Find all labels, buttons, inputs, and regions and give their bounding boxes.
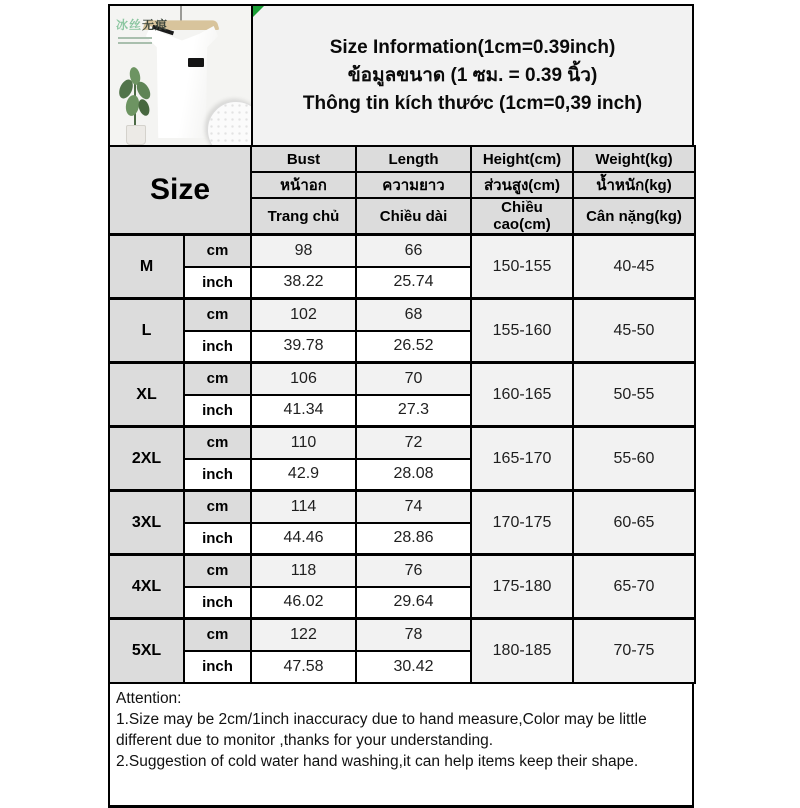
bust-inch-cell: 38.22	[251, 267, 356, 299]
length-cm-cell: 70	[356, 363, 471, 395]
chest-logo-patch	[188, 58, 204, 67]
unit-inch-cell: inch	[184, 395, 251, 427]
bust-cm-cell: 122	[251, 619, 356, 651]
size-cell: 2XL	[109, 427, 184, 491]
height-cell: 150-155	[471, 235, 573, 299]
weight-cell: 55-60	[573, 427, 695, 491]
row-l-cm	[109, 299, 695, 331]
unit-cm-cell: cm	[184, 363, 251, 395]
attention-line-1: 1.Size may be 2cm/1inch inaccuracy due to hand measure,Color may be little different due to monitor ,thanks for your understanding.	[116, 710, 647, 749]
vase	[126, 125, 146, 145]
row-2xl-cm	[109, 427, 695, 459]
unit-inch-cell: inch	[184, 459, 251, 491]
bust-inch-cell: 41.34	[251, 395, 356, 427]
title-thai: ข้อมูลขนาด (1 ซม. = 0.39 นิ้ว)	[347, 64, 598, 86]
length-cm-cell: 76	[356, 555, 471, 587]
length-cm-cell: 68	[356, 299, 471, 331]
brand-text-dark: 无痕	[142, 18, 169, 32]
attention-notes	[108, 684, 694, 808]
brand-subtext-lines	[118, 34, 152, 47]
unit-cm-cell: cm	[184, 555, 251, 587]
title-vietnamese: Thông tin kích thước (1cm=0,39 inch)	[302, 92, 643, 114]
weight-cell: 50-55	[573, 363, 695, 427]
length-inch-cell: 28.08	[356, 459, 471, 491]
plant-decoration	[112, 65, 168, 145]
height-cell: 160-165	[471, 363, 573, 427]
fabric-texture-closeup	[207, 101, 253, 145]
height-cell: 165-170	[471, 427, 573, 491]
bust-cm-cell: 102	[251, 299, 356, 331]
size-header-cell: Size	[109, 146, 251, 235]
weight-cell: 45-50	[573, 299, 695, 363]
col-header-height-vi: Chiều cao(cm)	[471, 198, 573, 235]
height-cell: 180-185	[471, 619, 573, 683]
col-header-bust-en: Bust	[251, 146, 356, 172]
size-cell: 5XL	[109, 619, 184, 683]
length-inch-cell: 30.42	[356, 651, 471, 683]
unit-inch-cell: inch	[184, 587, 251, 619]
length-inch-cell: 25.74	[356, 267, 471, 299]
row-4xl-cm	[109, 555, 695, 587]
size-cell: 3XL	[109, 491, 184, 555]
bust-cm-cell: 98	[251, 235, 356, 267]
col-header-bust-vi: Trang chủ	[251, 198, 356, 235]
height-cell: 175-180	[471, 555, 573, 619]
col-header-length-th: ความยาว	[356, 172, 471, 198]
bust-inch-cell: 46.02	[251, 587, 356, 619]
green-corner-flag	[253, 6, 264, 17]
size-cell: M	[109, 235, 184, 299]
length-inch-cell: 29.64	[356, 587, 471, 619]
col-header-height-en: Height(cm)	[471, 146, 573, 172]
bust-cm-cell: 106	[251, 363, 356, 395]
bust-cm-cell: 110	[251, 427, 356, 459]
bust-inch-cell: 42.9	[251, 459, 356, 491]
size-cell: 4XL	[109, 555, 184, 619]
unit-cm-cell: cm	[184, 491, 251, 523]
weight-cell: 40-45	[573, 235, 695, 299]
length-cm-cell: 78	[356, 619, 471, 651]
row-5xl-cm	[109, 619, 695, 651]
product-photo	[110, 6, 253, 145]
size-chart-sheet	[108, 4, 694, 808]
height-cell: 155-160	[471, 299, 573, 363]
length-cm-cell: 74	[356, 491, 471, 523]
col-header-length-en: Length	[356, 146, 471, 172]
bust-cm-cell: 114	[251, 491, 356, 523]
col-header-weight-th: น้ำหนัก(kg)	[573, 172, 695, 198]
attention-heading: Attention:	[116, 689, 182, 707]
weight-cell: 65-70	[573, 555, 695, 619]
bust-cm-cell: 118	[251, 555, 356, 587]
length-inch-cell: 27.3	[356, 395, 471, 427]
height-cell: 170-175	[471, 491, 573, 555]
title-box	[253, 6, 692, 145]
bust-inch-cell: 44.46	[251, 523, 356, 555]
row-xl-cm	[109, 363, 695, 395]
length-inch-cell: 26.52	[356, 331, 471, 363]
size-cell: L	[109, 299, 184, 363]
unit-inch-cell: inch	[184, 331, 251, 363]
length-cm-cell: 72	[356, 427, 471, 459]
brand-text-light: 冰丝	[116, 18, 143, 32]
col-header-bust-th: หน้าอก	[251, 172, 356, 198]
col-header-length-vi: Chiều dài	[356, 198, 471, 235]
bust-inch-cell: 39.78	[251, 331, 356, 363]
weight-cell: 60-65	[573, 491, 695, 555]
size-table	[108, 145, 696, 684]
length-cm-cell: 66	[356, 235, 471, 267]
top-section	[108, 4, 694, 145]
bust-inch-cell: 47.58	[251, 651, 356, 683]
row-3xl-cm	[109, 491, 695, 523]
unit-cm-cell: cm	[184, 299, 251, 331]
col-header-weight-vi: Cân nặng(kg)	[573, 198, 695, 235]
unit-cm-cell: cm	[184, 619, 251, 651]
header-row-english	[109, 146, 695, 172]
length-inch-cell: 28.86	[356, 523, 471, 555]
col-header-height-th: ส่วนสูง(cm)	[471, 172, 573, 198]
weight-cell: 70-75	[573, 619, 695, 683]
size-cell: XL	[109, 363, 184, 427]
title-english: Size Information(1cm=0.39inch)	[329, 36, 616, 58]
unit-inch-cell: inch	[184, 267, 251, 299]
attention-line-2: 2.Suggestion of cold water hand washing,it can help items keep their shape.	[116, 752, 639, 770]
unit-inch-cell: inch	[184, 523, 251, 555]
col-header-weight-en: Weight(kg)	[573, 146, 695, 172]
brand-text	[116, 16, 168, 33]
row-m-cm	[109, 235, 695, 267]
unit-inch-cell: inch	[184, 651, 251, 683]
unit-cm-cell: cm	[184, 427, 251, 459]
unit-cm-cell: cm	[184, 235, 251, 267]
